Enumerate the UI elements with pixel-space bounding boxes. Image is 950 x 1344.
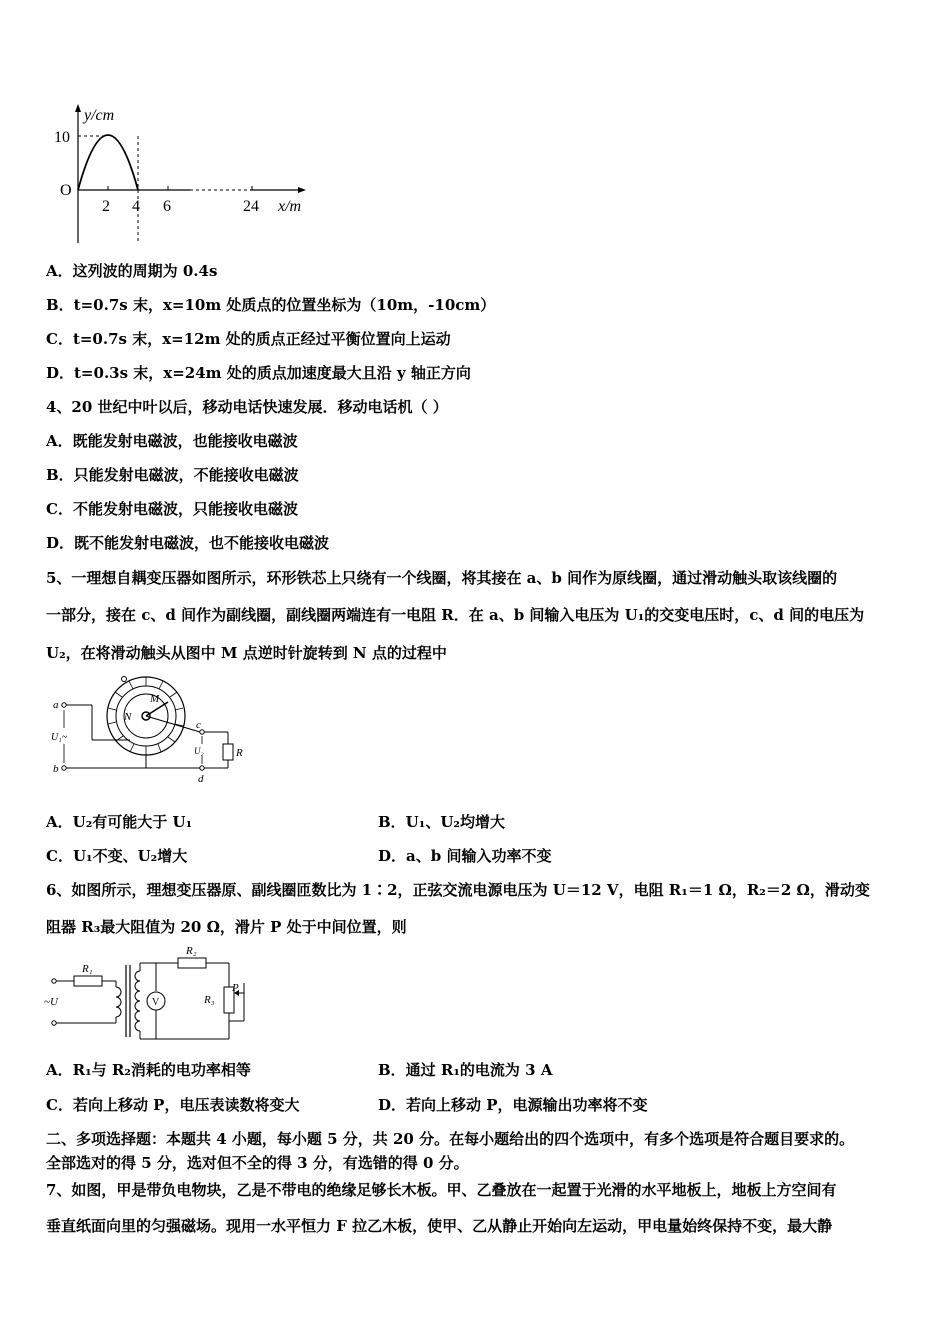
label-n: N: [124, 711, 132, 723]
q6-stem-line1: 6、如图所示，理想变压器原、副线圈匝数比为 1∶2，正弦交流电源电压为 U＝12 V，电阻 R₁＝1 Ω，R₂＝2 Ω，滑动变: [46, 881, 870, 899]
q7-stem-line2: 垂直纸面向里的匀强磁场。现用一水平恒力 F 拉乙木板，使甲、乙从静止开始向左运动，甲电量始终保持不变，最大静: [46, 1217, 833, 1235]
x-tick-6: 6: [163, 198, 171, 215]
label-r1: R₁: [82, 963, 93, 975]
label-r2: R₂: [186, 945, 197, 957]
transformer-circuit-figure: [44, 943, 274, 1041]
label-b: b: [53, 763, 59, 775]
label-c: c: [196, 719, 201, 731]
y-axis-label: y/cm: [84, 107, 115, 124]
label-voltmeter: V: [152, 997, 160, 1008]
q4-option-c: C．不能发射电磁波，只能接收电磁波: [46, 500, 298, 518]
q4-option-b: B．只能发射电磁波，不能接收电磁波: [46, 466, 299, 484]
wave-graph: [50, 100, 320, 250]
q3-option-c: C．t=0.7s 末，x=12m 处的质点正经过平衡位置向上运动: [46, 330, 451, 348]
section2-heading-line1: 二、多项选择题：本题共 4 小题，每小题 5 分，共 20 分。在每小题给出的四个选项中，有多个选项是符合题目要求的。: [46, 1130, 855, 1148]
q7-stem-line1: 7、如图，甲是带负电物块，乙是不带电的绝缘足够长木板。甲、乙叠放在一起置于光滑的水平地板上，地板上方空间有: [46, 1181, 837, 1199]
q6-option-b: B．通过 R₁的电流为 3 A: [378, 1061, 553, 1079]
label-d: d: [198, 773, 204, 785]
label-r3: R₃: [204, 994, 215, 1006]
q6-option-d: D．若向上移动 P，电源输出功率将不变: [378, 1096, 648, 1114]
q3-option-d: D．t=0.3s 末，x=24m 处的质点加速度最大且沿 y 轴正方向: [46, 364, 471, 382]
q6-option-a: A．R₁与 R₂消耗的电功率相等: [46, 1061, 251, 1079]
label-a: a: [53, 699, 59, 711]
q5-option-c: C．U₁不变、U₂增大: [46, 847, 188, 865]
label-m: M: [150, 693, 160, 705]
q5-stem-line1: 5、一理想自耦变压器如图所示，环形铁芯上只绕有一个线圈，将其接在 a、b 间作为原线圈，通过滑动触头取该线圈的: [46, 569, 838, 587]
section2-heading-line2: 全部选对的得 5 分，选对但不全的得 3 分，有选错的得 0 分。: [46, 1154, 469, 1172]
label-u2: U₂: [194, 746, 204, 756]
y-tick-10: 10: [54, 129, 70, 146]
q5-stem-line3: U₂，在将滑动触头从图中 M 点逆时针旋转到 N 点的过程中: [46, 644, 447, 662]
q6-option-c: C．若向上移动 P，电压表读数将变大: [46, 1096, 300, 1114]
q4-option-d: D．既不能发射电磁波，也不能接收电磁波: [46, 534, 330, 552]
origin-label: O: [60, 182, 72, 199]
label-p: P: [232, 982, 239, 994]
label-u: ~U: [44, 996, 58, 1008]
x-tick-24: 24: [243, 198, 259, 215]
label-u1: U₁~: [51, 732, 68, 743]
q4-stem: 4、20 世纪中叶以后，移动电话快速发展．移动电话机（ ）: [46, 398, 448, 416]
q5-stem-line2: 一部分，接在 c、d 间作为副线圈，副线圈两端连有一电阻 R．在 a、b 间输入电压为 U₁的交变电压时，c、d 间的电压为: [46, 606, 865, 624]
autotransformer-figure: [50, 672, 250, 787]
q5-option-a: A．U₂有可能大于 U₁: [46, 813, 193, 831]
q5-option-b: B．U₁、U₂均增大: [378, 813, 505, 831]
q3-option-a: A．这列波的周期为 0.4s: [46, 262, 218, 280]
q3-option-b: B．t=0.7s 末，x=10m 处质点的位置坐标为（10m，-10cm）: [46, 296, 496, 314]
x-axis-label: x/m: [278, 198, 302, 215]
x-tick-4: 4: [132, 198, 140, 215]
q6-stem-line2: 阻器 R₃最大阻值为 20 Ω，滑片 P 处于中间位置，则: [46, 918, 407, 936]
q4-option-a: A．既能发射电磁波，也能接收电磁波: [46, 432, 298, 450]
label-r: R: [236, 747, 243, 759]
x-tick-2: 2: [102, 198, 110, 215]
q5-option-d: D．a、b 间输入功率不变: [378, 847, 552, 865]
